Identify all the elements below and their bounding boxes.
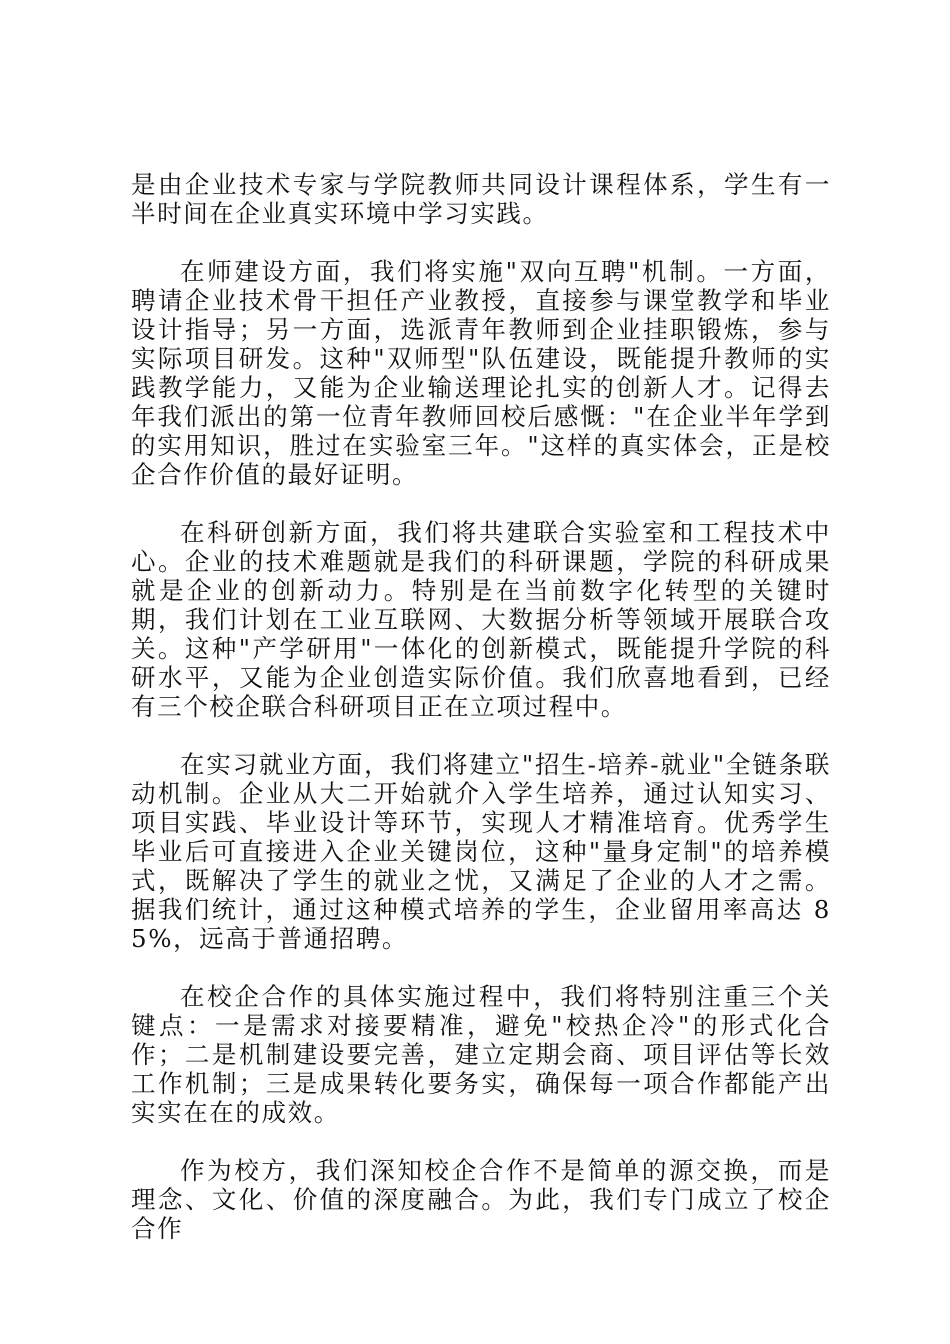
document-body [131,170,831,1272]
paragraph-teacher-building: 在师建设方面，我们将实施"双向互聘"机制。一方面，聘请企业技术骨干担任产业教授，直接参与课堂教学和毕业设计指导；另一方面，选派青年教师到企业挂职锻炼，参与实际项目研发。这种"双师型"队伍建设，既能提升教师的实践教学能力，又能为企业输送理论扎实的创新人才。记得去年我们派出的第一位青年教师回校后感慨："在企业半年学到的实用知识，胜过在实验室三年。"这样的真实体会，正是校企合作价值的最好证明。 [131,257,831,489]
paragraph-continuation: 是由企业技术专家与学院教师共同设计课程体系，学生有一半时间在企业真实环境中学习实践。 [131,170,831,228]
paragraph-research-innovation: 在科研创新方面，我们将共建联合实验室和工程技术中心。企业的技术难题就是我们的科研课题，学院的科研成果就是企业的创新动力。特别是在当前数字化转型的关键时期，我们计划在工业互联网、大数据分析等领域开展联合攻关。这种"产学研用"一体化的创新模式，既能提升学院的科研水平，又能为企业创造实际价值。我们欣喜地看到，已经有三个校企联合科研项目正在立项过程中。 [131,518,831,721]
paragraph-school-side: 作为校方，我们深知校企合作不是简单的源交换，而是理念、文化、价值的深度融合。为此，我们专门成立了校企合作 [131,1156,831,1243]
paragraph-key-points: 在校企合作的具体实施过程中，我们将特别注重三个关键点：一是需求对接要精准，避免"校热企冷"的形式化合作；二是机制建设要完善，建立定期会商、项目评估等长效工作机制；三是成果转化要务实，确保每一项合作都能产出实实在在的成效。 [131,982,831,1127]
paragraph-internship-employment: 在实习就业方面，我们将建立"招生-培养-就业"全链条联动机制。企业从大二开始就介入学生培养，通过认知实习、项目实践、毕业设计等环节，实现人才精准培育。优秀学生毕业后可直接进入企业关键岗位，这种"量身定制"的培养模式，既解决了学生的就业之忧，又满足了企业的人才之需。据我们统计，通过这种模式培养的学生，企业留用率高达 85%，远高于普通招聘。 [131,750,831,953]
